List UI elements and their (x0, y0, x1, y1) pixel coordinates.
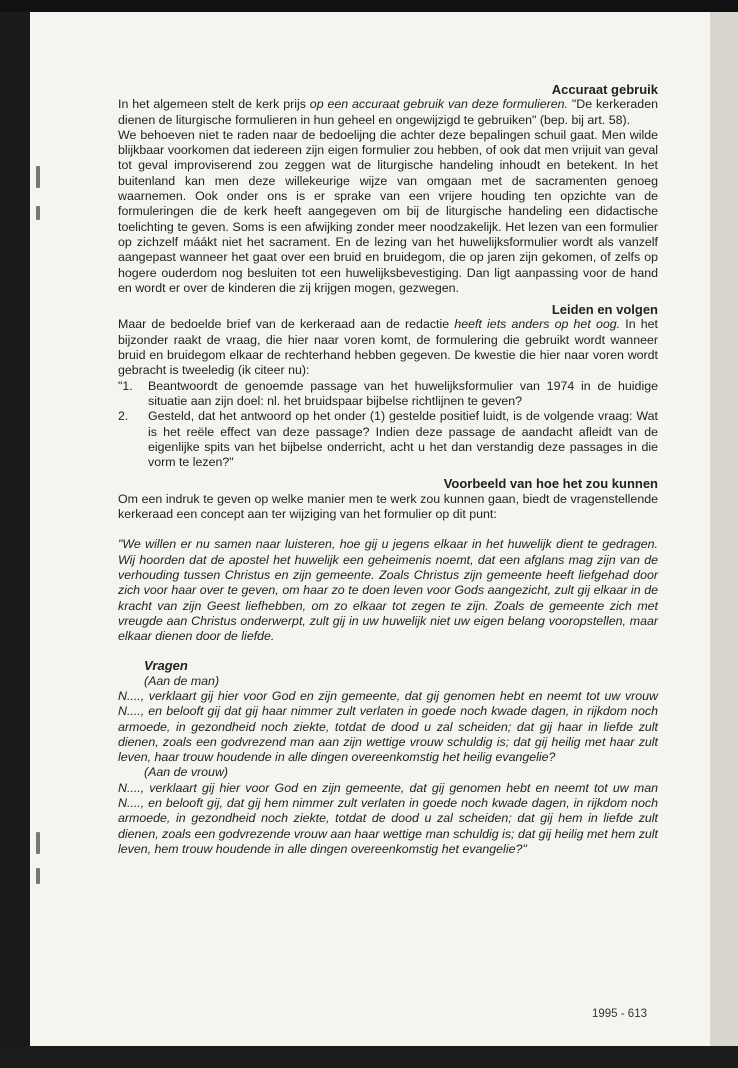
question-man-label: (Aan de man) (144, 673, 220, 688)
question-vrouw-label: (Aan de vrouw) (144, 765, 229, 780)
scan-bottom-border (0, 1046, 738, 1068)
page-right-edge (710, 12, 738, 1046)
list-item (118, 409, 658, 470)
vragen-title: Vragen (144, 658, 188, 674)
emphasis-span: op een accuraat gebruik van deze formulieren. (309, 97, 568, 112)
text-span: "De kerkeraden dienen de liturgische formulieren in hun geheel en ongewijzigd te gebruiken" (bep. bij art. 58). (118, 97, 658, 127)
text-span: In het algemeen stelt de kerk prijs (118, 97, 310, 112)
text-span: Maar de bedoelde brief van de kerkeraad aan de redactie (118, 317, 455, 332)
paragraph: We behoeven niet te raden naar de bedoelijng die achter deze bepalingen schuil gaat. Men wilde blijkbaar voorkomen dat iedereen zijn eigen formulier zou hebben, of ook dat men vrijuit van geval tot geval improviserend zou zeggen wat de liturgische handeling inhoudt en betekent. In het buitenland kan men deze willekeurige wijze van omgaan met de sacramenten genoeg waarnemen. Ook onder ons is er sprake van een vrijere houding ten opzichte van de formuleringen die de kerk heeft aangegeven om bij de liturgische handeling een didactische toelichting te geven. Soms is een afwijking zonder meer noodzakelijk. Het lezen van een formulier op zichzelf máákt niet het sacrament. En de lezing van het huwelijksformulier wordt als vanzelf aangepast wanneer het gaat over een bruid en bruidegom, die op jaren zijn gekomen, of zelfs op hogere ouderdom nog besluiten tot een huwelijksbevestiging. Dan ligt aanpassing voor de hand en wordt er over de kinderen die zij krijgen mogen, gezwegen. (118, 127, 658, 295)
list-number: "1. (118, 378, 133, 393)
article-body (118, 82, 658, 857)
block-quote: "We willen er nu samen naar luisteren, hoe gij u jegens elkaar in het huwelijk dient te gedragen. Wij hoorden dat de apostel het huwelijk een geheimenis noemt, dat een afglans mag zijn van de verhouding tussen Christus en zijn gemeente. Zoals Christus zijn gemeente heeft liefgehad door zich voor haar over te geven, om haar zo te doen leven voor Gods aangezicht, zult gij elkaar in de kracht van zijn Geest liefhebben, om zo elkaar tot zegen te zijn. Zoals de gemeente zich met vreugde aan Christus onderwerpt, zult gij in uw huwelijk niet uw eigen belang vooropstellen, maar elkaar dienen door de liefde. (118, 537, 658, 644)
list-text: Gesteld, dat het antwoord op het onder (1) gestelde positief luidt, is de volgende vraag: Wat is het reële effect van deze passage? Indien deze passage de aandacht afleidt van de eigenlijke spits van het bijbelse onderricht, acht u het dan verstandig deze passages in die vorm te lezen?" (148, 409, 658, 470)
emphasis-span: heeft iets anders op het oog. (454, 317, 621, 332)
page-number: 1995 - 613 (592, 1008, 647, 1020)
paragraph (118, 317, 658, 378)
heading-voorbeeld: Voorbeeld van hoe het zou kunnen (443, 476, 658, 492)
text-span: In het bijzonder raakt de vraag, die hier naar voren komt, de formulering die gebruikt wordt wanneer bruid en bruidegom elkaar de rechterhand hebben gegeven. De kwestie die hier naar voren wordt gebracht is tweeledig (ik citeer nu): (118, 317, 658, 378)
binding-mark (36, 832, 40, 854)
binding-mark (36, 206, 40, 220)
question-vrouw-text: N...., verklaart gij hier voor God en zijn gemeente, dat gij genomen hebt en neemt tot uw man N...., en belooft gij, dat gij hem nimmer zult verlaten in goede noch kwade dagen, in rijkdom noch armoede, in gezondheid noch ziekte, totdat de dood u zal scheiden; dat gij hem in liefde zult dienen, zoals een godvrezende vrouw aan haar wettige man schuldig is; dat gij heilig met hem zult leven, hem trouw houdende in alle dingen overeenkomstig het evangelie?" (118, 780, 658, 856)
scan-top-border (0, 0, 738, 12)
binding-mark (36, 166, 40, 188)
list-text: Beantwoordt de genoemde passage van het huwelijksformulier van 1974 in de huidige situatie aan zijn doel: nl. het bruidspaar bijbelse richtlijnen te geven? (148, 378, 658, 408)
heading-accuraat-gebruik: Accuraat gebruik (551, 82, 658, 97)
heading-leiden-en-volgen: Leiden en volgen (551, 302, 658, 318)
binding-mark (36, 868, 40, 884)
paragraph (118, 97, 658, 128)
paragraph: Om een indruk te geven op welke manier men te werk zou kunnen gaan, biedt de vragenstellende kerkeraad een concept aan ter wijziging van het formulier op dit punt: (118, 491, 658, 522)
question-man-text: N...., verklaart gij hier voor God en zijn gemeente, dat gij genomen hebt en neemt tot uw vrouw N...., en belooft gij dat gij haar nimmer zult verlaten in goede noch kwade dagen, in rijkdom noch armoede, in gezondheid noch ziekte, totdat de dood u zal scheiden; dat gij haar in liefde zult dienen, zoals een godvrezend man aan zijn wettige vrouw schuldig is; dat gij heilig met haar zult leven, haar trouw houdende in alle dingen overeenkomstig het heilig evangelie? (118, 688, 658, 765)
list-item (118, 379, 658, 410)
list-number: 2. (118, 409, 129, 424)
